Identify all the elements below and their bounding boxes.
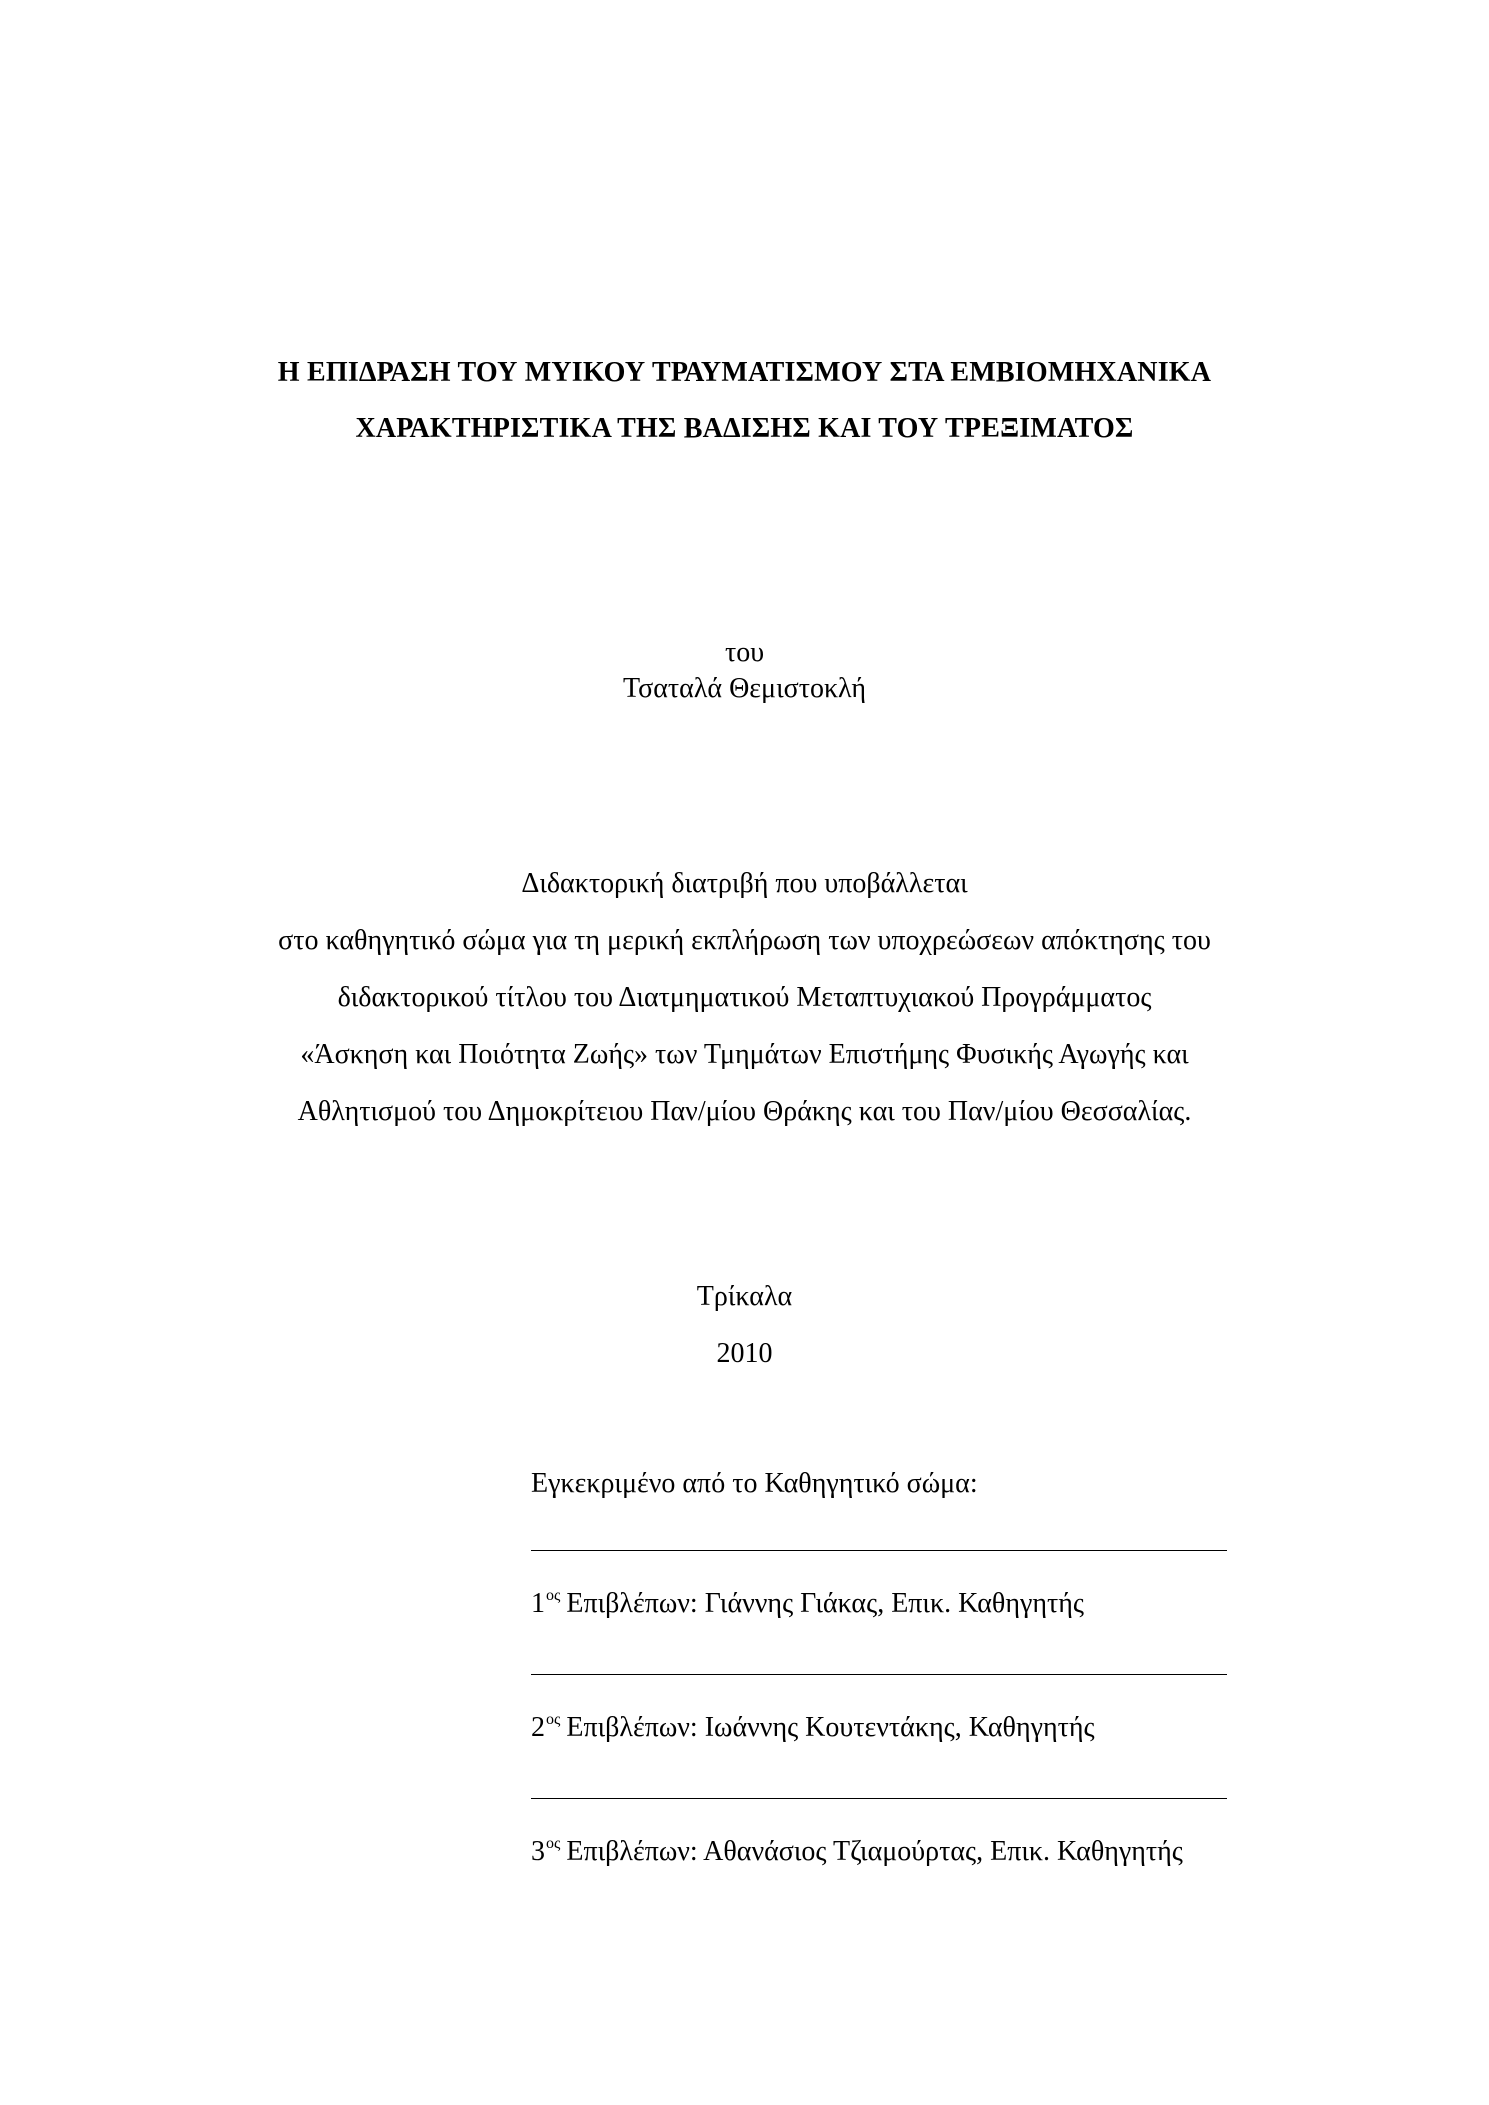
year: 2010 <box>716 1338 773 1369</box>
supervisor-text: Επιβλέπων: Αθανάσιος Τζιαμούρτας, Επικ. Καθηγητής <box>566 1836 1183 1867</box>
supervisor-text: Επιβλέπων: Γιάννης Γιάκας, Επικ. Καθηγητής <box>566 1588 1084 1619</box>
thesis-title-line-2: ΧΑΡΑΚΤΗΡΙΣΤΙΚΑ ΤΗΣ ΒΑΔΙΣΗΣ ΚΑΙ ΤΟΥ ΤΡΕΞΙΜΑΤΟΣ <box>355 413 1134 444</box>
place-and-year <box>0 1268 1489 1382</box>
thesis-statement-line: «Άσκηση και Ποιότητα Ζωής» των Τμημάτων Επιστήμης Φυσικής Αγωγής και <box>300 1039 1189 1070</box>
supervisor-2 <box>531 1700 1095 1748</box>
thesis-statement-line: Διδακτορική διατριβή που υποβάλλεται <box>521 868 968 899</box>
signature-line-1 <box>531 1550 1227 1551</box>
thesis-statement-line: στο καθηγητικό σώμα για τη μερική εκπλήρωση των υποχρεώσεων απόκτησης του <box>278 925 1211 956</box>
place: Τρίκαλα <box>696 1281 793 1312</box>
supervisor-ordinal: ος <box>546 1711 561 1728</box>
signature-line-2 <box>531 1674 1227 1675</box>
supervisor-number: 2 <box>531 1712 545 1743</box>
approval-heading: Εγκεκριμένο από το Καθηγητικό σώμα: <box>531 1468 978 1499</box>
author-block <box>0 635 1489 707</box>
supervisor-3 <box>531 1824 1183 1872</box>
supervisor-number: 3 <box>531 1836 545 1867</box>
author-name: Τσαταλά Θεμιστοκλή <box>622 673 867 704</box>
author-prefix: του <box>724 637 765 668</box>
thesis-title <box>0 345 1489 457</box>
thesis-statement-line: διδακτορικού τίτλου του Διατμηματικού Μεταπτυχιακού Προγράμματος <box>337 982 1152 1013</box>
supervisor-text: Επιβλέπων: Ιωάννης Κουτεντάκης, Καθηγητής <box>566 1712 1095 1743</box>
supervisor-number: 1 <box>531 1588 545 1619</box>
supervisor-ordinal: ος <box>546 1835 561 1852</box>
thesis-statement-line: Αθλητισμού του Δημοκρίτειου Παν/μίου Θράκης και του Παν/μίου Θεσσαλίας. <box>297 1096 1192 1127</box>
supervisor-1 <box>531 1576 1084 1624</box>
signature-line-3 <box>531 1798 1227 1799</box>
thesis-statement <box>0 855 1489 1140</box>
thesis-title-line-1: Η ΕΠΙΔΡΑΣΗ ΤΟΥ ΜΥΙΚΟΥ ΤΡΑΥΜΑΤΙΣΜΟΥ ΣΤΑ ΕΜΒΙΟΜΗΧΑΝΙΚΑ <box>277 357 1212 388</box>
supervisor-ordinal: ος <box>546 1587 561 1604</box>
approval-section <box>531 1464 1231 1867</box>
